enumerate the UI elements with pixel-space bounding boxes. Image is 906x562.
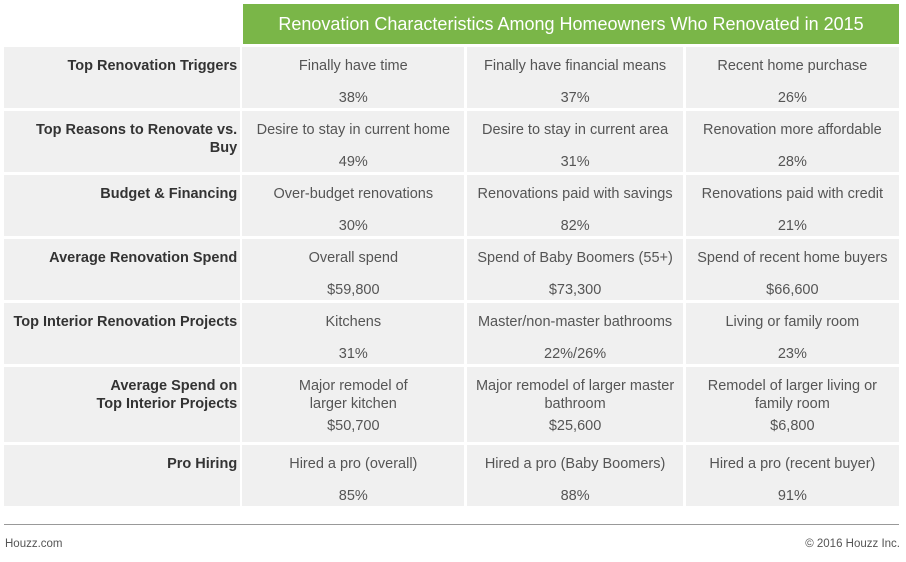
row-label-text: Top Reasons to Renovate vs. Buy — [36, 122, 238, 156]
cell-value: 91% — [777, 488, 807, 504]
table-cell — [242, 367, 464, 442]
table-cell — [686, 47, 899, 108]
table-row — [4, 239, 899, 300]
cell-description-line: Remodel of larger living or — [707, 378, 877, 394]
cell-value: $66,600 — [766, 282, 819, 298]
row-label — [4, 111, 240, 172]
footer-source: Houzz.com — [5, 538, 63, 550]
table-cell — [467, 175, 682, 236]
footer-copyright: © 2016 Houzz Inc. — [805, 538, 900, 550]
row-label — [4, 367, 240, 442]
cell-value: 82% — [560, 218, 590, 234]
table-row — [4, 303, 899, 364]
cell-description: Renovations paid with credit — [701, 186, 884, 202]
table-body — [4, 47, 899, 506]
row-label-text: Top Renovation Triggers — [67, 58, 238, 74]
cell-description: Hired a pro (Baby Boomers) — [484, 456, 666, 472]
cell-value: 49% — [338, 154, 368, 170]
cell-description: Spend of recent home buyers — [697, 250, 888, 266]
table-row — [4, 445, 899, 506]
cell-description: Master/non-master bathrooms — [477, 314, 673, 330]
table-cell — [686, 111, 899, 172]
row-label-text: Average Renovation Spend — [49, 250, 238, 266]
cell-value: $25,600 — [548, 418, 602, 434]
renovation-table — [4, 4, 899, 506]
cell-value: $59,800 — [327, 282, 380, 298]
footer-divider — [4, 524, 899, 525]
cell-description: Renovations paid with savings — [477, 186, 673, 202]
cell-value: 37% — [560, 90, 590, 106]
cell-description: Finally have time — [298, 58, 408, 74]
cell-value: 28% — [777, 154, 807, 170]
table-cell — [467, 111, 682, 172]
cell-description: Finally have financial means — [484, 58, 667, 74]
cell-description: Living or family room — [725, 314, 860, 330]
cell-description: Renovation more affordable — [703, 122, 882, 138]
row-label — [4, 47, 240, 108]
table-cell — [467, 47, 682, 108]
cell-description: Over-budget renovations — [273, 186, 434, 202]
cell-description: Hired a pro (overall) — [289, 456, 418, 472]
table-cell — [467, 445, 682, 506]
table-cell — [467, 239, 682, 300]
cell-description — [467, 377, 682, 413]
cell-description: Desire to stay in current home — [256, 122, 451, 138]
cell-description — [686, 377, 899, 413]
table-title: Renovation Characteristics Among Homeowners Who Renovated in 2015 — [243, 4, 899, 44]
table-cell — [242, 239, 464, 300]
row-label-text: Budget & Financing — [100, 186, 238, 202]
cell-value: $50,700 — [327, 418, 380, 434]
table-row — [4, 175, 899, 236]
cell-value: 23% — [777, 346, 807, 362]
table-header — [4, 4, 899, 44]
cell-description: Hired a pro (recent buyer) — [709, 456, 876, 472]
cell-description-line: larger kitchen — [309, 396, 397, 412]
table-cell — [242, 445, 464, 506]
cell-value: 21% — [777, 218, 807, 234]
table-cell — [467, 367, 682, 442]
table-row — [4, 47, 899, 108]
cell-description: Kitchens — [325, 314, 382, 330]
cell-value: 31% — [338, 346, 368, 362]
table-row — [4, 367, 899, 442]
table-cell — [686, 239, 899, 300]
row-label — [4, 239, 240, 300]
row-label-line: Average Spend on — [110, 378, 238, 394]
table-cell — [686, 303, 899, 364]
cell-value: $6,800 — [770, 418, 815, 434]
table-cell — [242, 47, 464, 108]
cell-value: 88% — [560, 488, 590, 504]
cell-value: $73,300 — [548, 282, 602, 298]
table-cell — [242, 175, 464, 236]
table-cell — [686, 175, 899, 236]
table-cell — [242, 111, 464, 172]
table-cell — [467, 303, 682, 364]
row-label-text: Pro Hiring — [167, 456, 238, 472]
table-cell — [242, 303, 464, 364]
cell-value: 22%/26% — [544, 346, 607, 362]
row-label-text — [4, 377, 237, 413]
cell-description-line: family room — [754, 396, 830, 412]
cell-value: 85% — [338, 488, 368, 504]
row-label-line: Top Interior Projects — [96, 396, 238, 412]
table-row — [4, 111, 899, 172]
row-label — [4, 303, 240, 364]
cell-value: 26% — [777, 90, 807, 106]
row-label — [4, 445, 240, 506]
cell-description: Spend of Baby Boomers (55+) — [477, 250, 673, 266]
row-label-text: Top Interior Renovation Projects — [13, 314, 238, 330]
cell-description-line: Major remodel of — [298, 378, 408, 394]
table-cell — [686, 367, 899, 442]
table-cell — [686, 445, 899, 506]
cell-description: Desire to stay in current area — [481, 122, 669, 138]
cell-description — [242, 377, 464, 413]
row-label — [4, 175, 240, 236]
cell-value: 38% — [338, 90, 368, 106]
header-blank-cell — [4, 4, 241, 44]
cell-value: 31% — [560, 154, 590, 170]
cell-description-line: bathroom — [544, 396, 606, 412]
cell-description: Overall spend — [308, 250, 399, 266]
cell-description: Recent home purchase — [717, 58, 868, 74]
cell-description-line: Major remodel of larger master — [475, 378, 675, 394]
cell-value: 30% — [338, 218, 368, 234]
